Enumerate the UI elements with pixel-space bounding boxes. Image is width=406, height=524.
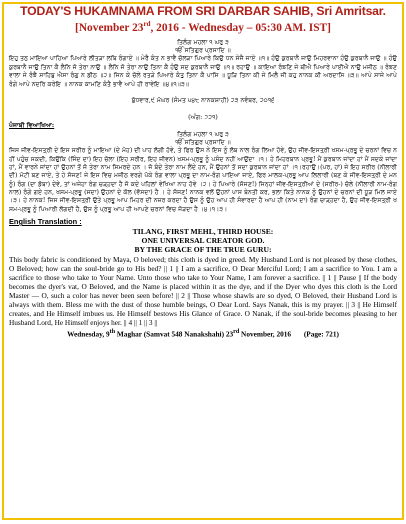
vyakhya-title: ਪੰਜਾਬੀ ਵਿਆਖਿਆ: (9, 122, 55, 130)
footer-page-ref: (Page: 721) (303, 329, 339, 339)
page-title: TODAY'S HUKAMNAMA FROM SRI DARBAR SAHIB, Sri Amritsar. (20, 4, 386, 18)
english-heading-2: ONE UNIVERSAL CREATOR GOD. (141, 236, 265, 246)
vyakhya-heading-2: ੴ ਸਤਿਗੁਰ ਪ੍ਰਸਾਦਿ ॥ (175, 138, 231, 146)
gurmukhi-date-line: ਬੁੱਧਵਾਰ,੯ ਮੱਘਰ (ਸੰਮਤ ੫੪੮ ਨਾਨਕਸ਼ਾਹੀ) ੨੩ ਨਵੰਬਰ, ੨੦੧੬ (ਅੰਗ: ੭੨੧) (131, 97, 275, 121)
english-translation: This body fabric is conditioned by Maya, O beloved; this cloth is dyed in greed. My Husband Lord is not pleased by these clothes, O Beloved; how can the soul-bride go to His bed? || 1 || I am a sacrifice, O Dear Merciful Lord; I am a sacrifice to You. I am a sacrifice to those who take to Your Name. Unto those who take to Your Name, I am forever a sacrifice. || 1 || Pause || If the body becomes the dyer's vat, O Beloved, and the Name is placed within it as the dye, and if the Dyer who dyes this cloth is the Lord Master — O, such a color has never been seen before! || 2 || Those whose shawls are so dyed, O Beloved, their Husband Lord is always with them. Bless me with the dust of those humble beings, O Dear Lord. Says Nanak, this is my prayer. || 3 || He Himself creates, and He Himself imbues us. He Himself bestows His Glance of Grace. O Nanak, if the soul-bride becomes pleasing to her Husband Lord, He Himself enjoys her. || 4 || 1 || 3 || (9, 254, 397, 328)
header-date: [November 23rd, 2016 - Wednesday – 05:30 AM. IST] (75, 20, 331, 34)
vyakhya-text: ਜਿਸ ਜੀਵ-ਇਸਤ੍ਰੀ ਦੇ ਇਸ ਸਰੀਰ ਨੂੰ ਮਾਇਆ (ਦੇ ਮੋਹ) ਦੀ ਪਾਹ ਲੱਗੀ ਹੋਵੇ, ਤੇ ਫਿਰ ਉਸ ਨੇ ਇਸ ਨੂੰ ਲੱਬ ਨਾਲ ਰੰਗ ਲਿਆ ਹੋਵੇ, ਉਹ ਜੀਵ-ਇਸਤ੍ਰੀ ਖਸਮ-ਪ੍ਰਭੂ ਦੇ ਚਰਨਾਂ ਵਿਚ ਨਹੀਂ ਪਹੁੰਚ ਸਕਦੀ, ਕਿਉਂਕਿ (ਜਿੰਦ ਦਾ) ਇਹ ਚੋਲਾ (ਇਹ ਸਰੀਰ, ਇਹ ਜੀਵਨ) ਖਸਮ-ਪ੍ਰਭੂ ਨੂੰ ਪਸੰਦ ਨਹੀਂ ਆਉਂਦਾ ।੧। ਹੇ ਮਿਹਰਬਾਨ ਪ੍ਰਭੂ! ਮੈਂ ਕੁਰਬਾਨ ਜਾਂਦਾ ਹਾਂ ਮੈਂ ਸਦਕੇ ਜਾਂਦਾ ਹਾਂ, ਮੈਂ ਵਾਰਨੇ ਜਾਂਦਾ ਹਾਂ ਉਹਨਾਂ ਤੋਂ ਜੋ ਤੇਰਾ ਨਾਮ ਸਿਮਰਦੇ ਹਨ । ਜੋ ਬੰਦੇ ਤੇਰਾ ਨਾਮ ਲੈਂਦੇ ਹਨ, ਮੈਂ ਉਹਨਾਂ ਤੋਂ ਸਦਾ ਕੁਰਬਾਨ ਜਾਂਦਾ ਹਾਂ ।੧।ਰਹਾਉ।(ਪਰ, ਹਾਂ) ਜੇ ਇਹ ਸਰੀਰ (ਨੀਲਾਰੀ ਦੀ) ਮੱਟੀ ਬਣ ਜਾਏ, ਤੇ ਹੇ ਸੱਜਣ! ਜੇ ਇਸ ਵਿਚ ਮਜੀਠ ਵਰਗੇ ਪੱਕੇ ਰੰਗ ਵਾਲਾ ਪ੍ਰਭੂ ਦਾ ਨਾਮ-ਰੰਗ ਪਾਇਆ ਜਾਏ, ਫਿਰ ਮਾਲਕ-ਪ੍ਰਭੂ ਆਪ ਲਿਲਾਰੀ (ਬਣ ਕੇ ਜੀਵ-ਇਸਤ੍ਰੀ ਦੇ ਮਨ ਨੂੰ) ਰੰਗ (ਦਾ ਡੋਬਾ) ਦੇਵੇ, ਤਾਂ ਅਜੇਹਾ ਰੰਗ ਚੜ੍ਹਦਾ ਹੈ ਜੋ ਕਦੇ ਪਹਿਲਾਂ ਵੇਖਿਆ ਨਾਹ ਹੋਵੇ ।੨। ਹੇ ਪਿਆਰੇ (ਸੱਜਣ!) ਜਿਨ੍ਹਾਂ ਜੀਵ-ਇਸਤ੍ਰੀਆਂ ਦੇ (ਸਰੀਰ-) ਚੋਲੇ (ਨੀਲਾਰੀ ਨਾਮ-ਰੰਗ ਨਾਲ) ਰੰਗੇ ਗਏ ਹਨ, ਖਸਮ-ਪ੍ਰਭੂ (ਸਦਾ) ਉਹਨਾਂ ਦੇ ਕੋਲ (ਵੱਸਦਾ) ਹੈ । ਹੇ ਸੱਜਣ! ਨਾਨਕ ਵਲੋਂ ਉਹਨਾਂ ਪਾਸ ਬੇਨਤੀ ਕਰ, ਭਲਾ ਕਿਤੇ ਨਾਨਕ ਨੂੰ ਉਹਨਾਂ ਦੇ ਚਰਨਾਂ ਦੀ ਧੂੜ ਮਿਲ ਜਾਏ ।੩। ਹੇ ਨਾਨਕ! ਜਿਸ ਜੀਵ-ਇਸਤ੍ਰੀ ਉਤੇ ਪ੍ਰਭੂ ਆਪ ਮਿਹਰ ਦੀ ਨਜ਼ਰ ਕਰਦਾ ਹੈ ਉਸ ਨੂੰ ਉਹ ਆਪ ਹੀ ਸੰਵਾਰਦਾ ਹੈ ਆਪ ਹੀ (ਨਾਮ ਦਾ) ਰੰਗ ਚਾੜ੍ਹਦਾ ਹੈ, ਉਹ ਜੀਵ-ਇਸਤ੍ਰੀ ਖਸਮ-ਪ੍ਰਭੂ ਨੂੰ ਪਿਆਰੀ ਲੱਗਦੀ ਹੈ, ਉਸ ਨੂੰ ਪ੍ਰਭੂ ਆਪ ਹੀ ਆਪਣੇ ਚਰਨਾਂ ਵਿਚ ਜੋੜਦਾ ਹੈ ।੪।੧।੩। (9, 147, 397, 213)
footer-date-line: Wednesday, 9th Maghar (Samvat 548 Nanakshahi) 23rd November, 2016 (Page: 721) (67, 329, 339, 339)
vyakhya-heading-1: ਤਿਲੰਗ ਮਹਲਾ ੧ ਘਰੁ ੩ (177, 130, 229, 138)
shabad-heading-2: ੴ ਸਤਿਗੁਰ ਪ੍ਰਸਾਦਿ ॥ (175, 47, 231, 55)
shabad-heading-1: ਤਿਲੰਗ ਮਹਲਾ ੧ ਘਰੁ ੩ (177, 38, 229, 46)
english-section-title: English Translation : (9, 217, 82, 227)
shabad-text: ਇਹੁ ਤਨੁ ਮਾਇਆ ਪਾਹਿਆ ਪਿਆਰੇ ਲੀਤੜਾ ਲਬਿ ਰੰਗਾਏ ॥ ਮੇਰੈ ਕੰਤ ਨ ਭਾਵੈ ਚੋਲੜਾ ਪਿਆਰੇ ਕਿਉ ਧਨ ਸੇਜੈ ਜਾਏ ॥੧॥ ਹੰਉ ਕੁਰਬਾਨੈ ਜਾਉ ਮਿਹਰਵਾਨਾ ਹੰਉ ਕੁਰਬਾਨੈ ਜਾਉ ॥ ਹੰਉ ਕੁਰਬਾਨੈ ਜਾਉ ਤਿਨਾ ਕੈ ਲੈਨਿ ਜੋ ਤੇਰਾ ਨਾਉ ॥ ਲੈਨਿ ਜੋ ਤੇਰਾ ਨਾਉ ਤਿਨਾ ਕੈ ਹੰਉ ਸਦ ਕੁਰਬਾਨੈ ਜਾਉ ॥੧॥ ਰਹਾਉ ॥ ਕਾਇਆ ਰੰਙਣਿ ਜੇ ਥੀਐ ਪਿਆਰੇ ਪਾਈਐ ਨਾਉ ਮਜੀਠ ॥ ਰੰਙਣ ਵਾਲਾ ਜੇ ਰੰਙੈ ਸਾਹਿਬੁ ਐਸਾ ਰੰਗੁ ਨ ਡੀਠ ॥੨॥ ਜਿਨ ਕੇ ਚੋਲੇ ਰਤੜੇ ਪਿਆਰੇ ਕੰਤੁ ਤਿਨਾ ਕੈ ਪਾਸਿ ॥ ਧੂੜਿ ਤਿਨਾ ਕੀ ਜੇ ਮਿਲੈ ਜੀ ਕਹੁ ਨਾਨਕ ਕੀ ਅਰਦਾਸਿ ॥੩॥ ਆਪੇ ਸਾਜੇ ਆਪੇ ਰੰਗੇ ਆਪੇ ਨਦਰਿ ਕਰੇਇ ॥ ਨਾਨਕ ਕਾਮਣਿ ਕੰਤੈ ਭਾਵੈ ਆਪੇ ਹੀ ਰਾਵੇਇ ॥੪॥੧॥੩॥ (9, 55, 397, 88)
hukamnama-page (2, 2, 404, 520)
english-heading-1: TILANG, FIRST MEHL, THIRD HOUSE: (132, 227, 274, 237)
english-heading-3: BY THE GRACE OF THE TRUE GURU: (134, 245, 272, 255)
page-header (4, 4, 402, 35)
